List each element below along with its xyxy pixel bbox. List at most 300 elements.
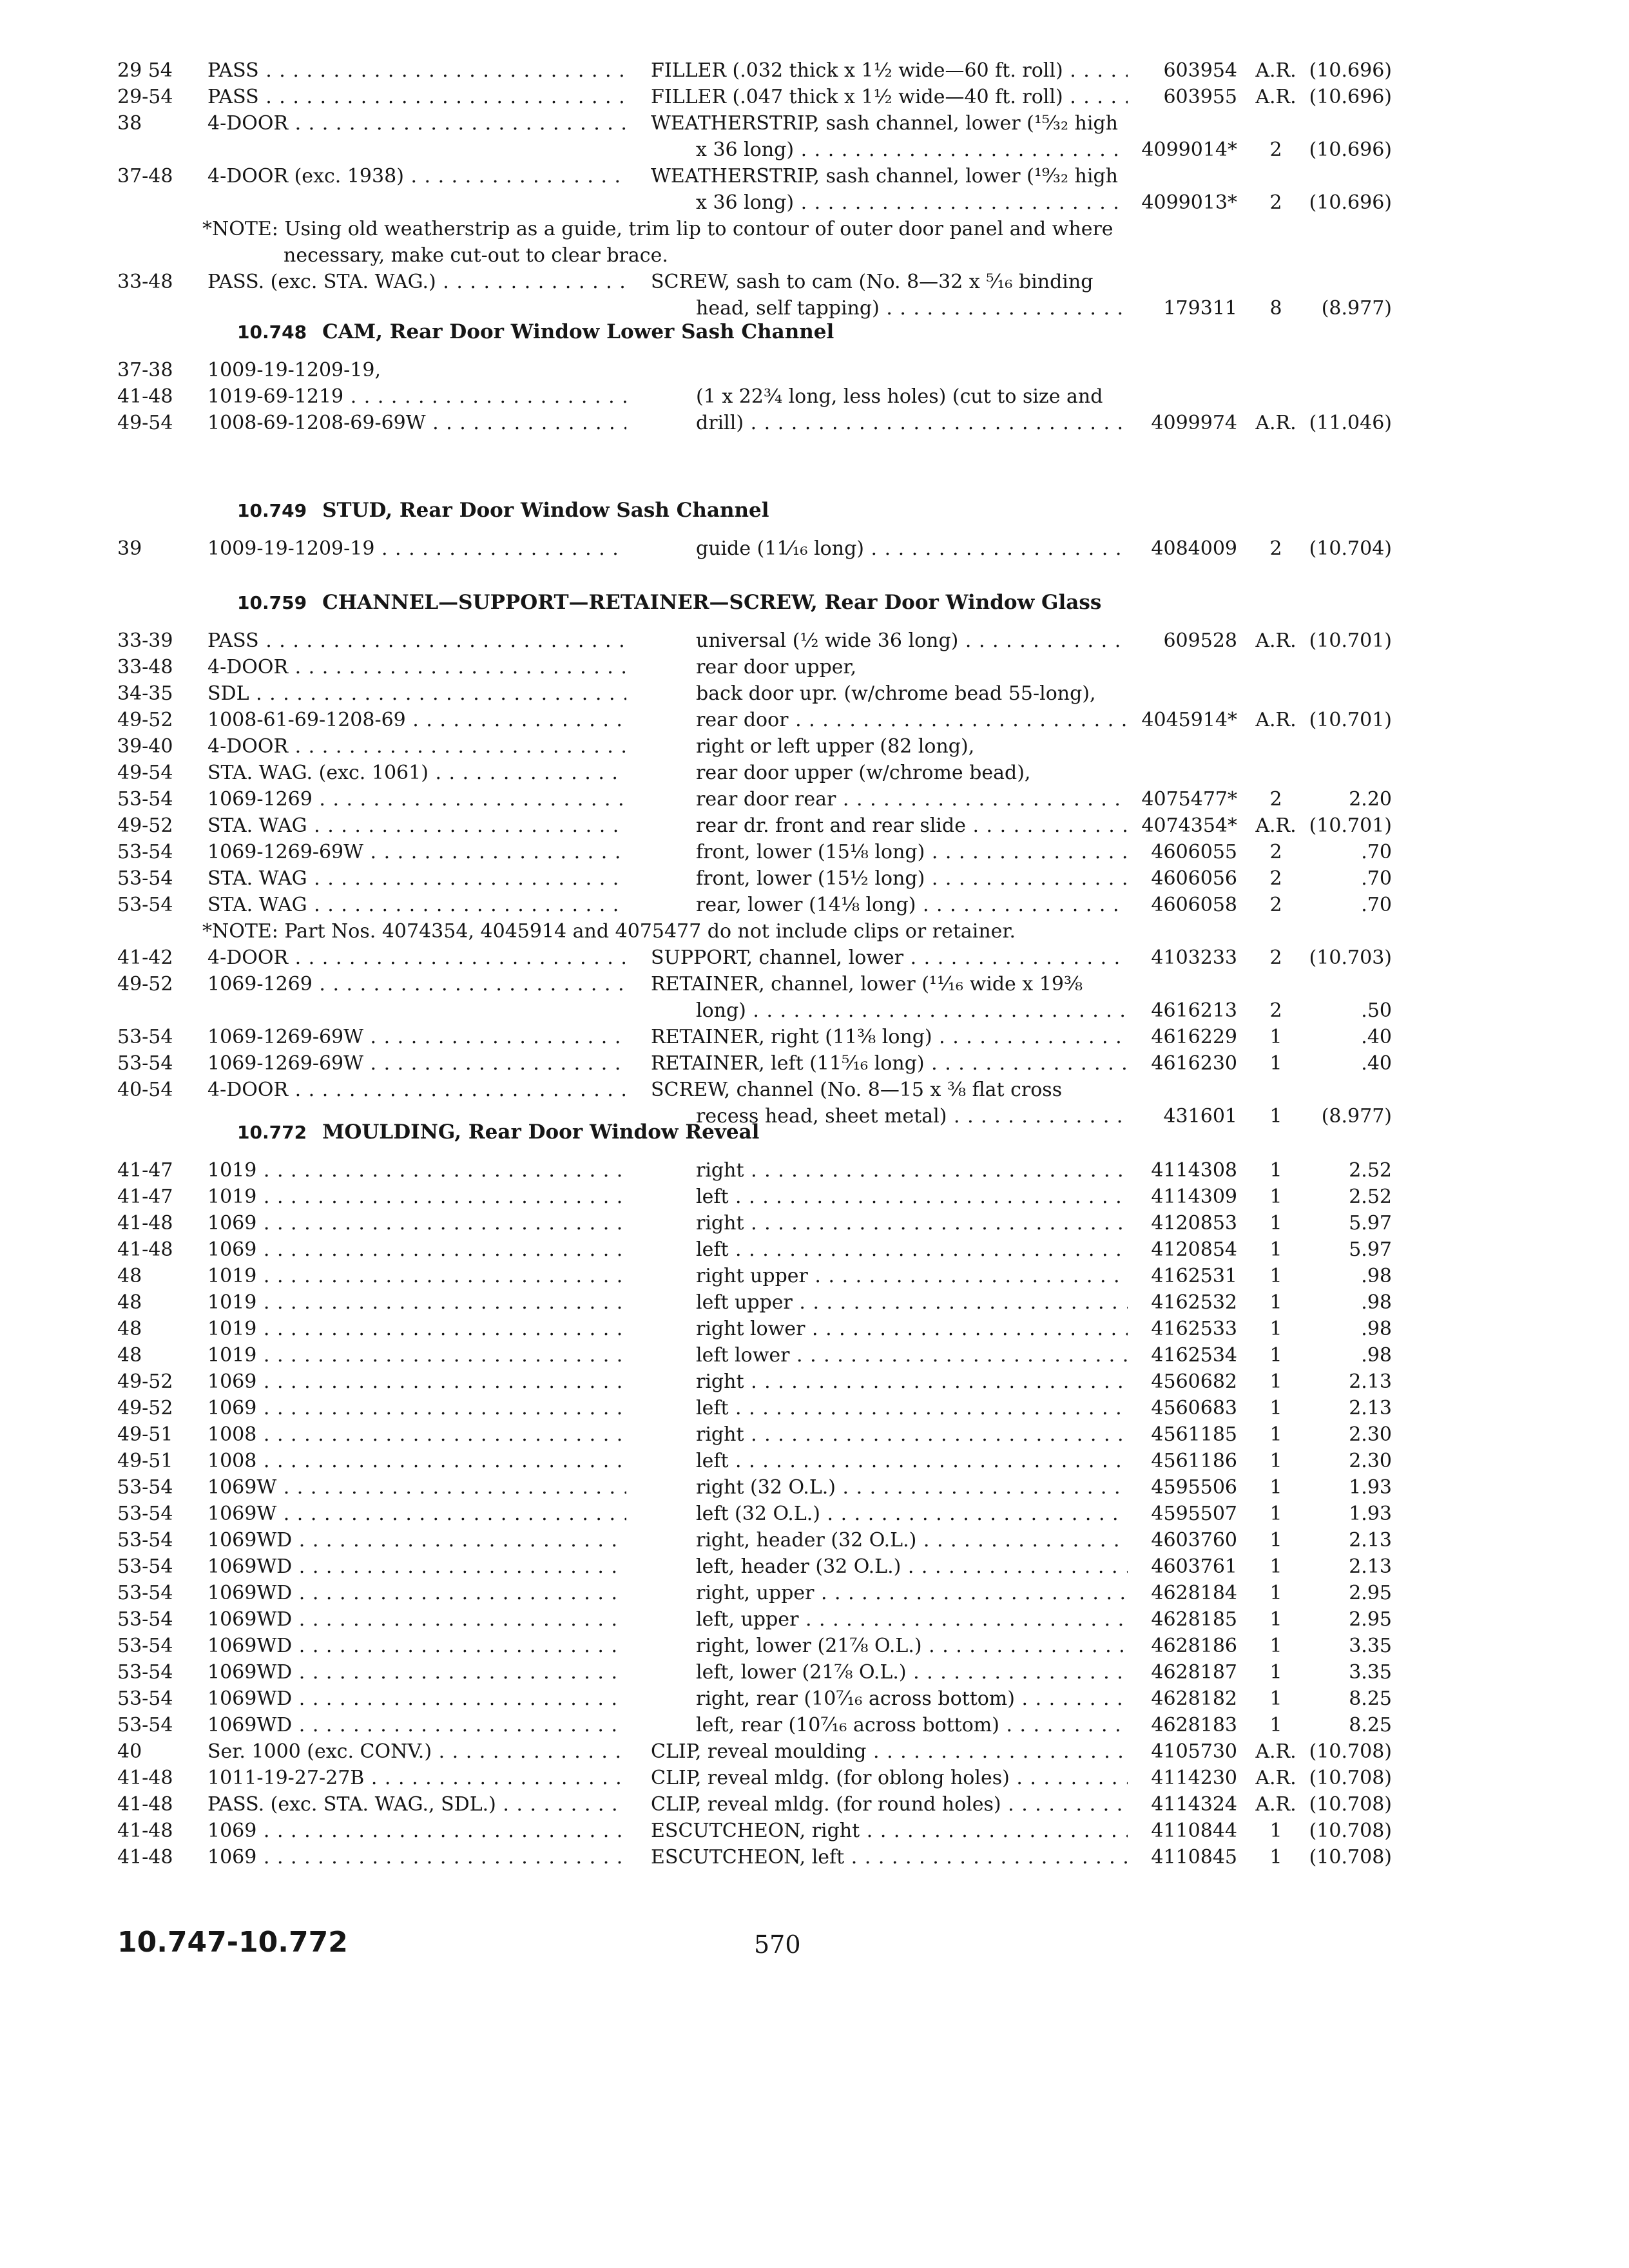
quantity: 1 xyxy=(1269,1423,1282,1446)
price-or-reference: 2.13 xyxy=(1349,1529,1392,1552)
part-description: front, lower (15½ long) . . . xyxy=(696,866,1128,892)
model-years: 48 xyxy=(117,1318,142,1340)
parts-row xyxy=(0,358,1629,383)
model-applicability: 1069 . . . xyxy=(207,1369,626,1395)
part-number: 431601 xyxy=(1163,1105,1237,1128)
part-number: 4110844 xyxy=(1151,1820,1237,1842)
part-number: 4628186 xyxy=(1151,1635,1237,1657)
model-years: 40-54 xyxy=(117,1079,173,1101)
part-description: CLIP, reveal mldg. (for round holes) . . . xyxy=(651,1792,1128,1818)
part-description: x 36 long) . . . xyxy=(696,190,1128,216)
section-title: CHANNEL—SUPPORT—RETAINER—SCREW, Rear Door Window Glass xyxy=(322,591,1102,614)
parts-row xyxy=(0,1237,1629,1263)
model-years: 39 xyxy=(117,537,142,560)
footnote: *NOTE: Part Nos. 4074354, 4045914 and 4075477 do not include clips or retainer. xyxy=(202,920,1016,943)
part-description: right upper . . . xyxy=(696,1264,1128,1289)
footnote: necessary, make cut-out to clear brace. xyxy=(284,244,668,267)
section-header xyxy=(237,497,769,524)
model-applicability: 1019-69-1219 . . . xyxy=(207,384,626,410)
model-applicability: 1069-1269-69W . . . xyxy=(207,840,626,865)
model-applicability: 1008 . . . xyxy=(207,1448,626,1474)
quantity: A.R. xyxy=(1255,1767,1296,1789)
part-number: 4628184 xyxy=(1151,1582,1237,1604)
section-title: CAM, Rear Door Window Lower Sash Channel xyxy=(322,320,834,343)
quantity: A.R. xyxy=(1255,412,1296,434)
model-applicability: STA. WAG . . . xyxy=(207,813,626,839)
price-or-reference: (10.701) xyxy=(1309,709,1392,731)
part-description: guide (11⁄₁₆ long) . . . xyxy=(696,536,1128,562)
price-or-reference: 5.97 xyxy=(1349,1212,1392,1235)
model-applicability: 1019 . . . xyxy=(207,1184,626,1210)
model-applicability: 1069WD . . . xyxy=(207,1528,626,1553)
part-description: right, lower (21⅞ O.L.) . . . xyxy=(696,1633,1128,1659)
part-description: CLIP, reveal moulding . . . xyxy=(651,1739,1128,1765)
part-number: 603954 xyxy=(1163,59,1237,82)
price-or-reference: .98 xyxy=(1361,1344,1392,1367)
part-description: back door upr. (w/chrome bead 55-long), xyxy=(696,682,1096,705)
parts-row xyxy=(0,1448,1629,1474)
parts-row xyxy=(0,892,1629,918)
part-description: universal (½ wide 36 long) . . . xyxy=(696,628,1128,654)
price-or-reference: 5.97 xyxy=(1349,1238,1392,1261)
part-description: (1 x 22¾ long, less holes) (cut to size and xyxy=(696,385,1103,408)
parts-row xyxy=(0,84,1629,110)
model-years: 49-54 xyxy=(117,412,173,434)
quantity: 1 xyxy=(1269,1635,1282,1657)
model-applicability: 1069WD . . . xyxy=(207,1660,626,1686)
quantity: A.R. xyxy=(1255,1740,1296,1763)
model-applicability: STA. WAG . . . xyxy=(207,892,626,918)
model-applicability: Ser. 1000 (exc. CONV.) . . . xyxy=(207,1739,626,1765)
part-description: recess head, sheet metal) . . . xyxy=(696,1104,1128,1129)
quantity: A.R. xyxy=(1255,1793,1296,1816)
quantity: A.R. xyxy=(1255,59,1296,82)
parts-row xyxy=(0,840,1629,865)
quantity: 2 xyxy=(1269,894,1282,916)
model-years: 41-48 xyxy=(117,1212,173,1235)
price-or-reference: (11.046) xyxy=(1309,412,1392,434)
model-years: 33-48 xyxy=(117,656,173,678)
part-description: WEATHERSTRIP, sash channel, lower (¹⁵⁄₃₂ high xyxy=(651,112,1118,135)
price-or-reference: (10.696) xyxy=(1309,139,1392,161)
part-description: left, rear (10⁷⁄₁₆ across bottom) . . . xyxy=(696,1713,1128,1738)
quantity: 1 xyxy=(1269,1529,1282,1552)
model-years: 48 xyxy=(117,1291,142,1314)
model-applicability: 1019 . . . xyxy=(207,1158,626,1184)
model-applicability: 1019 . . . xyxy=(207,1290,626,1316)
part-number: 4628185 xyxy=(1151,1608,1237,1631)
quantity: 2 xyxy=(1269,841,1282,863)
part-number: 4616213 xyxy=(1151,999,1237,1022)
parts-row xyxy=(0,1422,1629,1448)
model-years: 53-54 xyxy=(117,894,173,916)
parts-row xyxy=(0,813,1629,839)
model-applicability: PASS . . . xyxy=(207,84,626,110)
model-applicability: 4-DOOR . . . xyxy=(207,1077,626,1103)
price-or-reference: 3.35 xyxy=(1349,1661,1392,1684)
part-number: 4616230 xyxy=(1151,1052,1237,1075)
price-or-reference: (8.977) xyxy=(1321,297,1392,320)
model-applicability: 1069W . . . xyxy=(207,1475,626,1501)
parts-row xyxy=(0,190,1629,216)
model-applicability: 1069WD . . . xyxy=(207,1607,626,1633)
part-number: 4120854 xyxy=(1151,1238,1237,1261)
page-number: 570 xyxy=(754,1930,801,1959)
quantity: A.R. xyxy=(1255,814,1296,837)
model-applicability: 1069-1269 . . . xyxy=(207,972,626,997)
parts-row xyxy=(0,1211,1629,1236)
parts-row xyxy=(0,1660,1629,1686)
section-header xyxy=(237,590,1101,616)
part-number: 4114309 xyxy=(1151,1186,1237,1208)
model-applicability: PASS . . . xyxy=(207,58,626,84)
model-years: 37-48 xyxy=(117,165,173,187)
model-years: 41-48 xyxy=(117,1820,173,1842)
price-or-reference: (10.696) xyxy=(1309,191,1392,214)
parts-row xyxy=(0,1077,1629,1103)
quantity: 2 xyxy=(1269,947,1282,969)
parts-row xyxy=(0,111,1629,137)
part-description: left, lower (21⅞ O.L.) . . . xyxy=(696,1660,1128,1686)
model-applicability: 1019 . . . xyxy=(207,1264,626,1289)
quantity: 1 xyxy=(1269,1820,1282,1842)
part-number: 4103233 xyxy=(1151,947,1237,969)
price-or-reference: (10.696) xyxy=(1309,59,1392,82)
section-header xyxy=(237,1119,759,1146)
part-description: WEATHERSTRIP, sash channel, lower (¹⁹⁄₃₂ high xyxy=(651,165,1118,187)
part-description: long) . . . xyxy=(696,998,1128,1024)
model-applicability: 1011-19-27-27B . . . xyxy=(207,1765,626,1791)
parts-row xyxy=(0,734,1629,760)
model-years: 48 xyxy=(117,1344,142,1367)
parts-row xyxy=(0,1396,1629,1421)
parts-row xyxy=(0,137,1629,163)
footnote: *NOTE: Using old weatherstrip as a guide, trim lip to contour of outer door panel and where xyxy=(202,218,1113,240)
parts-row xyxy=(0,1765,1629,1791)
quantity: 2 xyxy=(1269,788,1282,811)
parts-row xyxy=(0,1343,1629,1369)
price-or-reference: 2.95 xyxy=(1349,1608,1392,1631)
quantity: 1 xyxy=(1269,1238,1282,1261)
part-description: RETAINER, right (11⅜ long) . . . xyxy=(651,1024,1128,1050)
parts-row xyxy=(0,1184,1629,1210)
part-number: 4606058 xyxy=(1151,894,1237,916)
part-description: SUPPORT, channel, lower . . . xyxy=(651,945,1128,971)
price-or-reference: (10.703) xyxy=(1309,947,1392,969)
model-applicability: 4-DOOR (exc. 1938) . . . xyxy=(207,164,626,189)
quantity: 1 xyxy=(1269,1687,1282,1710)
model-years: 33-39 xyxy=(117,629,173,652)
quantity: 1 xyxy=(1269,1555,1282,1578)
parts-row xyxy=(0,1607,1629,1633)
model-years: 48 xyxy=(117,1265,142,1287)
model-applicability: 1019 . . . xyxy=(207,1343,626,1369)
model-years: 41-48 xyxy=(117,1846,173,1869)
price-or-reference: 3.35 xyxy=(1349,1635,1392,1657)
part-description: left (32 O.L.) . . . xyxy=(696,1501,1128,1527)
part-number: 4628187 xyxy=(1151,1661,1237,1684)
part-number: 4075477* xyxy=(1141,788,1237,811)
quantity: 2 xyxy=(1269,867,1282,890)
model-years: 53-54 xyxy=(117,1026,173,1048)
part-number: 4595506 xyxy=(1151,1476,1237,1499)
model-years: 38 xyxy=(117,112,142,135)
part-number: 4560683 xyxy=(1151,1397,1237,1419)
part-number: 4616229 xyxy=(1151,1026,1237,1048)
model-applicability: 1069 . . . xyxy=(207,1396,626,1421)
part-description: left upper . . . xyxy=(696,1290,1128,1316)
parts-row xyxy=(0,628,1629,654)
price-or-reference: (10.696) xyxy=(1309,86,1392,108)
model-applicability: 1008 . . . xyxy=(207,1422,626,1448)
model-applicability: 1069 . . . xyxy=(207,1818,626,1844)
parts-row xyxy=(0,1686,1629,1712)
quantity: 2 xyxy=(1269,139,1282,161)
model-years: 41-48 xyxy=(117,1238,173,1261)
model-applicability: 1008-69-1208-69-69W . . . xyxy=(207,410,626,436)
part-number: 4628183 xyxy=(1151,1714,1237,1736)
part-description: RETAINER, channel, lower (¹¹⁄₁₆ wide x 19⅜ xyxy=(651,973,1083,995)
price-or-reference: .98 xyxy=(1361,1318,1392,1340)
model-applicability: 1069 . . . xyxy=(207,1211,626,1236)
part-description: RETAINER, left (11⁵⁄₁₆ long) . . . xyxy=(651,1051,1128,1077)
part-number: 4084009 xyxy=(1151,537,1237,560)
quantity: 1 xyxy=(1269,1846,1282,1869)
part-number: 4074354* xyxy=(1141,814,1237,837)
model-applicability: 1069WD . . . xyxy=(207,1686,626,1712)
part-number: 4561185 xyxy=(1151,1423,1237,1446)
part-description: ESCUTCHEON, left . . . xyxy=(651,1845,1128,1870)
parts-row xyxy=(0,296,1629,322)
part-number: 603955 xyxy=(1163,86,1237,108)
price-or-reference: (10.708) xyxy=(1309,1846,1392,1869)
section-number: 10.772 xyxy=(237,1122,307,1143)
part-number: 609528 xyxy=(1163,629,1237,652)
model-years: 39-40 xyxy=(117,735,173,758)
model-years: 29-54 xyxy=(117,86,173,108)
parts-row xyxy=(0,1792,1629,1818)
parts-row xyxy=(0,1845,1629,1870)
price-or-reference: 2.13 xyxy=(1349,1555,1392,1578)
quantity: 1 xyxy=(1269,1661,1282,1684)
model-years: 53-54 xyxy=(117,788,173,811)
part-number: 4560682 xyxy=(1151,1370,1237,1393)
part-number: 4105730 xyxy=(1151,1740,1237,1763)
quantity: 1 xyxy=(1269,1186,1282,1208)
model-applicability: 1008-61-69-1208-69 . . . xyxy=(207,707,626,733)
model-applicability: 4-DOOR . . . xyxy=(207,111,626,137)
model-years: 49-52 xyxy=(117,1370,173,1393)
price-or-reference: 2.13 xyxy=(1349,1370,1392,1393)
part-number: 4162531 xyxy=(1151,1265,1237,1287)
part-description: head, self tapping) . . . xyxy=(696,296,1128,322)
price-or-reference: 8.25 xyxy=(1349,1687,1392,1710)
quantity: 1 xyxy=(1269,1318,1282,1340)
model-years: 49-54 xyxy=(117,762,173,784)
price-or-reference: (10.708) xyxy=(1309,1767,1392,1789)
quantity: 1 xyxy=(1269,1026,1282,1048)
model-applicability: 1069-1269 . . . xyxy=(207,787,626,812)
parts-row xyxy=(0,760,1629,786)
part-description: left . . . xyxy=(696,1396,1128,1421)
model-applicability: 1069-1269-69W . . . xyxy=(207,1024,626,1050)
model-years: 49-51 xyxy=(117,1423,173,1446)
price-or-reference: 1.93 xyxy=(1349,1503,1392,1525)
part-number: 4162534 xyxy=(1151,1344,1237,1367)
model-years: 41-48 xyxy=(117,385,173,408)
parts-row xyxy=(0,866,1629,892)
price-or-reference: (10.708) xyxy=(1309,1740,1392,1763)
price-or-reference: .40 xyxy=(1361,1026,1392,1048)
part-description: rear door rear . . . xyxy=(696,787,1128,812)
section-title: STUD, Rear Door Window Sash Channel xyxy=(322,499,769,522)
parts-row xyxy=(0,410,1629,436)
parts-row xyxy=(0,707,1629,733)
quantity: 1 xyxy=(1269,1212,1282,1235)
model-applicability: PASS . . . xyxy=(207,628,626,654)
price-or-reference: 2.13 xyxy=(1349,1397,1392,1419)
part-description: front, lower (15⅛ long) . . . xyxy=(696,840,1128,865)
part-description: left . . . xyxy=(696,1237,1128,1263)
price-or-reference: 2.95 xyxy=(1349,1582,1392,1604)
model-years: 53-54 xyxy=(117,1555,173,1578)
part-number: 4628182 xyxy=(1151,1687,1237,1710)
quantity: 1 xyxy=(1269,1397,1282,1419)
model-applicability: 4-DOOR . . . xyxy=(207,655,626,680)
price-or-reference: 2.52 xyxy=(1349,1159,1392,1182)
model-applicability: PASS. (exc. STA. WAG.) . . . xyxy=(207,269,626,295)
model-applicability: 1009-19-1209-19, xyxy=(207,359,381,381)
model-applicability: 1069WD . . . xyxy=(207,1713,626,1738)
section-number: 10.748 xyxy=(237,322,307,343)
part-number: 4595507 xyxy=(1151,1503,1237,1525)
model-years: 49-52 xyxy=(117,814,173,837)
model-years: 41-42 xyxy=(117,947,173,969)
model-years: 49-52 xyxy=(117,973,173,995)
parts-row xyxy=(0,1501,1629,1527)
quantity: A.R. xyxy=(1255,709,1296,731)
model-years: 29 54 xyxy=(117,59,173,82)
part-description: left . . . xyxy=(696,1448,1128,1474)
part-description: right, header (32 O.L.) . . . xyxy=(696,1528,1128,1553)
quantity: 1 xyxy=(1269,1714,1282,1736)
price-or-reference: 2.52 xyxy=(1349,1186,1392,1208)
parts-row xyxy=(0,1264,1629,1289)
section-range-footer: 10.747-10.772 xyxy=(117,1926,348,1959)
parts-row xyxy=(0,787,1629,812)
part-description: CLIP, reveal mldg. (for oblong holes) . . . xyxy=(651,1765,1128,1791)
model-applicability: 1069-1269-69W . . . xyxy=(207,1051,626,1077)
price-or-reference: 2.30 xyxy=(1349,1450,1392,1472)
model-years: 53-54 xyxy=(117,1529,173,1552)
model-applicability: 1069 . . . xyxy=(207,1845,626,1870)
part-number: 4603761 xyxy=(1151,1555,1237,1578)
quantity: 1 xyxy=(1269,1105,1282,1128)
part-description: rear door . . . xyxy=(696,707,1128,733)
model-years: 53-54 xyxy=(117,1052,173,1075)
part-number: 4606056 xyxy=(1151,867,1237,890)
part-description: right . . . xyxy=(696,1211,1128,1236)
price-or-reference: (10.704) xyxy=(1309,537,1392,560)
price-or-reference: (10.708) xyxy=(1309,1793,1392,1816)
parts-row xyxy=(0,681,1629,707)
part-description: SCREW, sash to cam (No. 8—32 x ⁵⁄₁₆ binding xyxy=(651,271,1094,293)
part-description: right (32 O.L.) . . . xyxy=(696,1475,1128,1501)
model-years: 53-54 xyxy=(117,1687,173,1710)
part-description: SCREW, channel (No. 8—15 x ⅜ flat cross xyxy=(651,1079,1063,1101)
model-years: 33-48 xyxy=(117,271,173,293)
part-number: 4606055 xyxy=(1151,841,1237,863)
model-applicability: 1069W . . . xyxy=(207,1501,626,1527)
model-years: 53-54 xyxy=(117,1714,173,1736)
parts-row xyxy=(0,1528,1629,1553)
part-number: 4603760 xyxy=(1151,1529,1237,1552)
part-description: FILLER (.047 thick x 1½ wide—40 ft. roll) . . . xyxy=(651,84,1128,110)
parts-row xyxy=(0,1475,1629,1501)
model-years: 53-54 xyxy=(117,1661,173,1684)
price-or-reference: .70 xyxy=(1361,867,1392,890)
parts-row xyxy=(0,1024,1629,1050)
model-years: 41-48 xyxy=(117,1793,173,1816)
quantity: 1 xyxy=(1269,1370,1282,1393)
part-description: right . . . xyxy=(696,1158,1128,1184)
section-number: 10.749 xyxy=(237,500,307,521)
model-applicability: 1069WD . . . xyxy=(207,1633,626,1659)
parts-row xyxy=(0,1554,1629,1580)
model-years: 49-51 xyxy=(117,1450,173,1472)
part-description: left lower . . . xyxy=(696,1343,1128,1369)
price-or-reference: .98 xyxy=(1361,1291,1392,1314)
parts-row xyxy=(0,269,1629,295)
parts-row xyxy=(0,1051,1629,1077)
part-description: right, upper . . . xyxy=(696,1581,1128,1606)
model-years: 53-54 xyxy=(117,1635,173,1657)
part-description: right . . . xyxy=(696,1369,1128,1395)
parts-row xyxy=(0,1369,1629,1395)
part-description: rear door upper, xyxy=(696,656,857,678)
price-or-reference: .70 xyxy=(1361,894,1392,916)
quantity: 1 xyxy=(1269,1582,1282,1604)
part-description: ESCUTCHEON, right . . . xyxy=(651,1818,1128,1844)
model-years: 49-52 xyxy=(117,1397,173,1419)
quantity: 1 xyxy=(1269,1344,1282,1367)
parts-row xyxy=(0,1739,1629,1765)
part-description: left, header (32 O.L.) . . . xyxy=(696,1554,1128,1580)
quantity: 2 xyxy=(1269,537,1282,560)
model-years: 41-47 xyxy=(117,1159,173,1182)
quantity: 1 xyxy=(1269,1450,1282,1472)
part-number: 4114324 xyxy=(1151,1793,1237,1816)
model-applicability: 1069WD . . . xyxy=(207,1554,626,1580)
quantity: 1 xyxy=(1269,1291,1282,1314)
model-applicability: 1069WD . . . xyxy=(207,1581,626,1606)
parts-row xyxy=(0,1158,1629,1184)
parts-row xyxy=(0,536,1629,562)
parts-row xyxy=(0,1290,1629,1316)
parts-row xyxy=(0,1633,1629,1659)
part-number: 4120853 xyxy=(1151,1212,1237,1235)
part-number: 4162532 xyxy=(1151,1291,1237,1314)
price-or-reference: .70 xyxy=(1361,841,1392,863)
parts-row xyxy=(0,972,1629,997)
model-years: 34-35 xyxy=(117,682,173,705)
parts-row xyxy=(0,1581,1629,1606)
price-or-reference: 2.30 xyxy=(1349,1423,1392,1446)
model-years: 41-48 xyxy=(117,1767,173,1789)
part-number: 4045914* xyxy=(1141,709,1237,731)
quantity: 1 xyxy=(1269,1052,1282,1075)
parts-row xyxy=(0,998,1629,1024)
